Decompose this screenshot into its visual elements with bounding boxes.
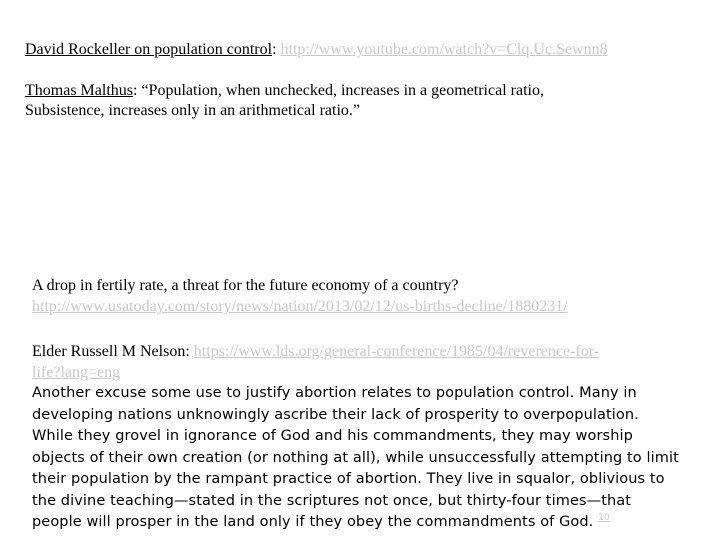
paragraph-line: the divine teaching—stated in the scriptures not once, but thirty-four times—that — [32, 492, 632, 509]
paragraph-line: people will prosper in the land only if they obey the commandments of God. — [32, 514, 594, 530]
paragraph-line: objects of their own creation (or nothing at all), while unsuccessfully attempting to limit — [32, 449, 679, 466]
fertility-block — [32, 275, 682, 317]
malthus-quote-part2: Subsistence, increases only in an arithmetical ratio.” — [25, 102, 360, 119]
paragraph-line: While they grovel in ignorance of God and his commandments, they may worship — [32, 428, 633, 444]
malthus-label: Thomas Malthus — [25, 82, 133, 99]
rockefeller-label: David Rockeller on population control — [25, 41, 273, 58]
malthus-quote-part1: “Population, when unchecked, increases in a geometrical ratio, — [141, 82, 544, 99]
references-block — [25, 40, 705, 121]
paragraph-line: their population by the rampant practice of abortion. They live in squalor, oblivious to — [32, 471, 665, 487]
nelson-quote-paragraph — [32, 383, 692, 534]
rockefeller-line: David Rockeller on population control: http://www.youtube.com/watch?v=Clq.Uc.Sewnn8 — [25, 41, 608, 58]
malthus-line-1: Thomas Malthus: “Population, when unchecked, increases in a geometrical ratio, — [25, 82, 544, 99]
nelson-block — [32, 341, 684, 383]
rockefeller-video-link[interactable]: http://www.youtube.com/watch?v=Clq.Uc.Sewnn8 — [280, 41, 608, 58]
footnote-link[interactable]: 10 — [598, 513, 610, 524]
usatoday-link[interactable]: http://www.usatoday.com/story/news/nation/2013/02/12/us-births-decline/1880231/ — [32, 298, 568, 315]
nelson-label: Elder Russell M Nelson: — [32, 343, 190, 360]
paragraph-line: developing nations unknowingly ascribe their lack of prosperity to overpopulation. — [32, 406, 639, 423]
lds-link-part1[interactable]: https://www.lds.org/general-conference/1985/04/reverence-for- — [193, 343, 600, 360]
paragraph-line: Another excuse some use to justify abortion relates to population control. Many in — [32, 385, 637, 401]
lds-link-part2[interactable]: life?lang=eng — [32, 364, 121, 381]
fertility-question: A drop in fertily rate, a threat for the future economy of a country? — [32, 277, 459, 294]
